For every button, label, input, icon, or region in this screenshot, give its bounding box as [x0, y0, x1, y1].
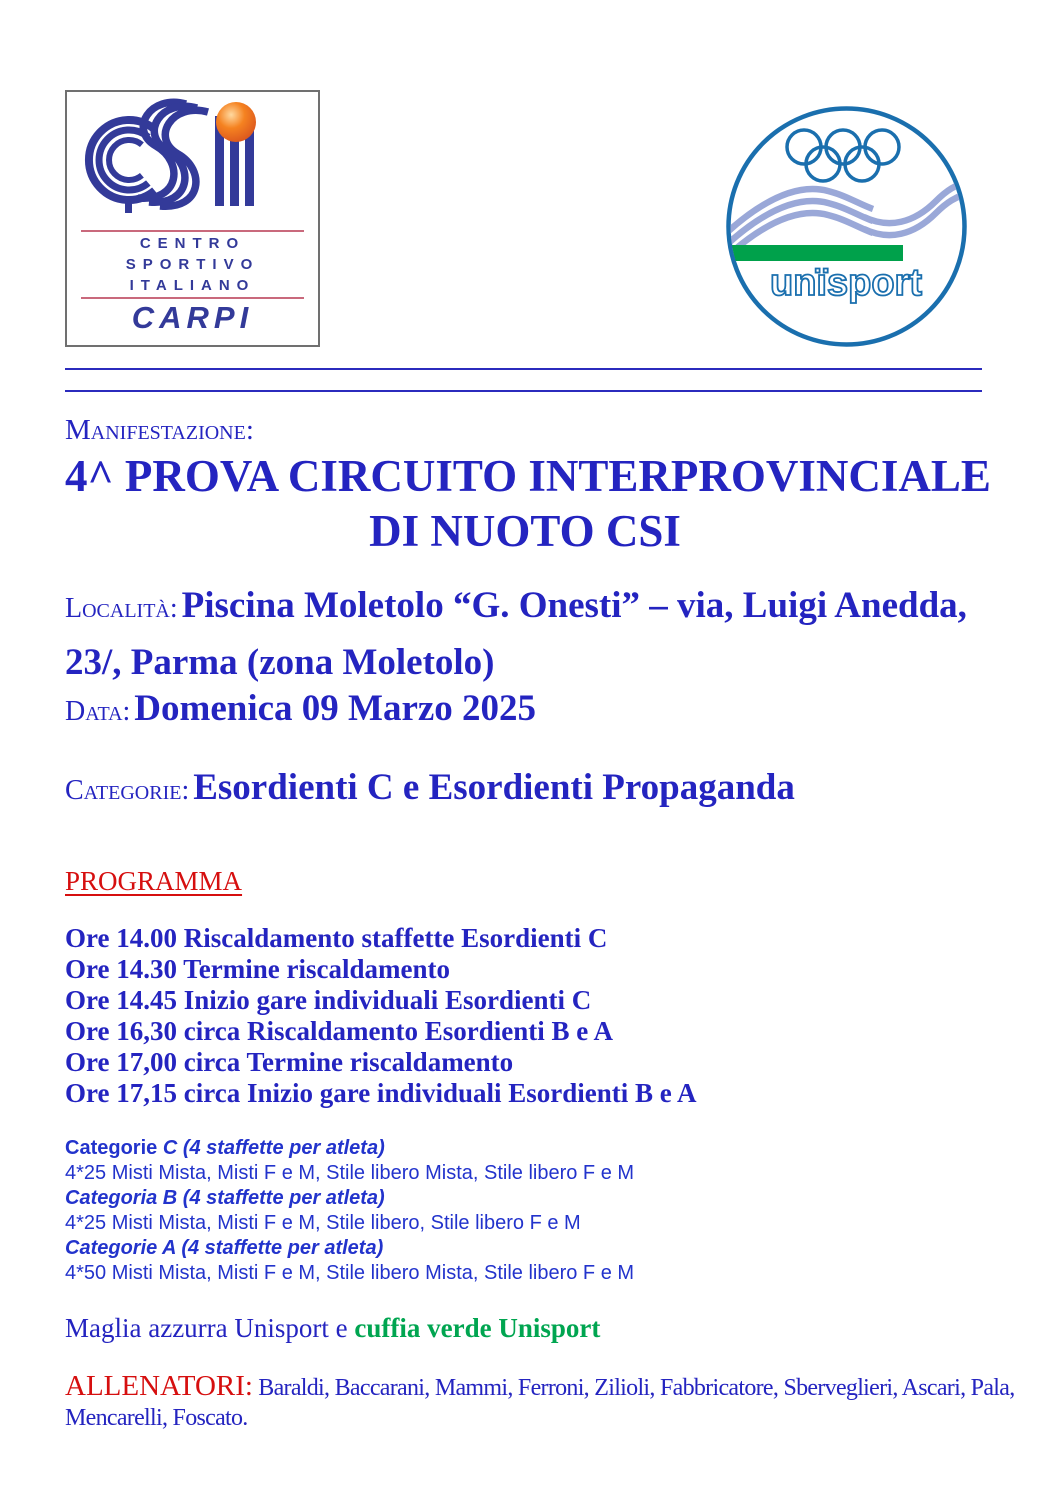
relay-category-a-heading: Categorie A (4 staffette per atleta) [65, 1237, 384, 1259]
csi-organization-name [67, 233, 318, 296]
csi-orange-ball-icon [216, 102, 256, 142]
attire-text: Maglia azzurra Unisport e [65, 1313, 355, 1343]
csi-org-line: CENTRO [139, 235, 246, 252]
event-title [65, 449, 991, 559]
olympic-rings-icon [787, 130, 899, 181]
program-item: Ore 14.00 Riscaldamento staffette Esordienti C [65, 923, 608, 953]
horizontal-rule-bottom [65, 390, 982, 392]
coaches-names: Baraldi, Baccarani, Mammi, Ferroni, Zilioli, Fabbricatore, Sberveglieri, Ascari, Pala, Mencarelli, Foscato. [65, 1375, 1015, 1431]
location-row [65, 581, 995, 695]
relay-category-c-prefix: Categorie [65, 1137, 163, 1159]
csi-org-line: ITALIANO [129, 277, 256, 294]
event-title-line1: 4^ PROVA CIRCUITO INTERPROVINCIALE [65, 451, 991, 501]
unisport-logo [723, 103, 970, 350]
green-bar [725, 245, 903, 261]
csi-divider-top [81, 230, 304, 232]
program-item: Ore 16,30 circa Riscaldamento Esordienti B e A [65, 1016, 613, 1046]
csi-divider-bottom [81, 297, 304, 299]
program-schedule [65, 923, 697, 1109]
csi-mark-icon [77, 98, 311, 228]
relay-section [65, 1136, 634, 1286]
categories-label: Categorie: [65, 775, 190, 806]
unisport-wordmark: unïsport [770, 262, 922, 304]
program-item: Ore 14.30 Termine riscaldamento [65, 954, 450, 984]
program-heading: PROGRAMMA [65, 866, 243, 896]
csi-city-label: CARPI [131, 300, 254, 335]
coaches-label: ALLENATORI: [65, 1370, 253, 1402]
csi-letter-c-stem [125, 198, 132, 213]
attire-note [65, 1313, 600, 1344]
attire-green-cap-text: cuffia verde Unisport [354, 1313, 601, 1343]
event-title-line2: DI NUOTO CSI [369, 506, 681, 556]
unisport-logo-icon [723, 103, 970, 350]
program-item: Ore 17,15 circa Inizio gare individuali Esordienti B e A [65, 1078, 697, 1108]
relay-category-c-events: 4*25 Misti Mista, Misti F e M, Stile libero Mista, Stile libero F e M [65, 1162, 635, 1184]
relay-category-c-detail: C (4 staffette per atleta) [162, 1137, 385, 1159]
relay-category-c-heading [65, 1136, 634, 1161]
csi-logo [65, 90, 320, 347]
manifestazione-label: Manifestazione: [65, 414, 254, 446]
horizontal-rule-top [65, 368, 982, 370]
csi-org-line: SPORTIVO [125, 256, 260, 273]
date-label: Data: [65, 696, 131, 727]
relay-category-a-events: 4*50 Misti Mista, Misti F e M, Stile libero Mista, Stile libero F e M [65, 1262, 635, 1284]
program-item: Ore 17,00 circa Termine riscaldamento [65, 1047, 514, 1077]
location-label: Località: [65, 593, 178, 624]
categories-row [65, 763, 995, 820]
date-row [65, 684, 995, 741]
relay-category-b-events: 4*25 Misti Mista, Misti F e M, Stile libero, Stile libero F e M [65, 1212, 581, 1234]
location-value: Piscina Moletolo “G. Onesti” – via, Luigi Anedda, 23/, Parma (zona Moletolo) [65, 585, 967, 683]
program-item: Ore 14.45 Inizio gare individuali Esordienti C [65, 985, 592, 1015]
relay-category-b-heading: Categoria B (4 staffette per atleta) [65, 1187, 385, 1209]
categories-value: Esordienti C e Esordienti Propaganda [193, 767, 795, 808]
date-value: Domenica 09 Marzo 2025 [134, 688, 537, 729]
coaches-row [65, 1371, 1025, 1433]
